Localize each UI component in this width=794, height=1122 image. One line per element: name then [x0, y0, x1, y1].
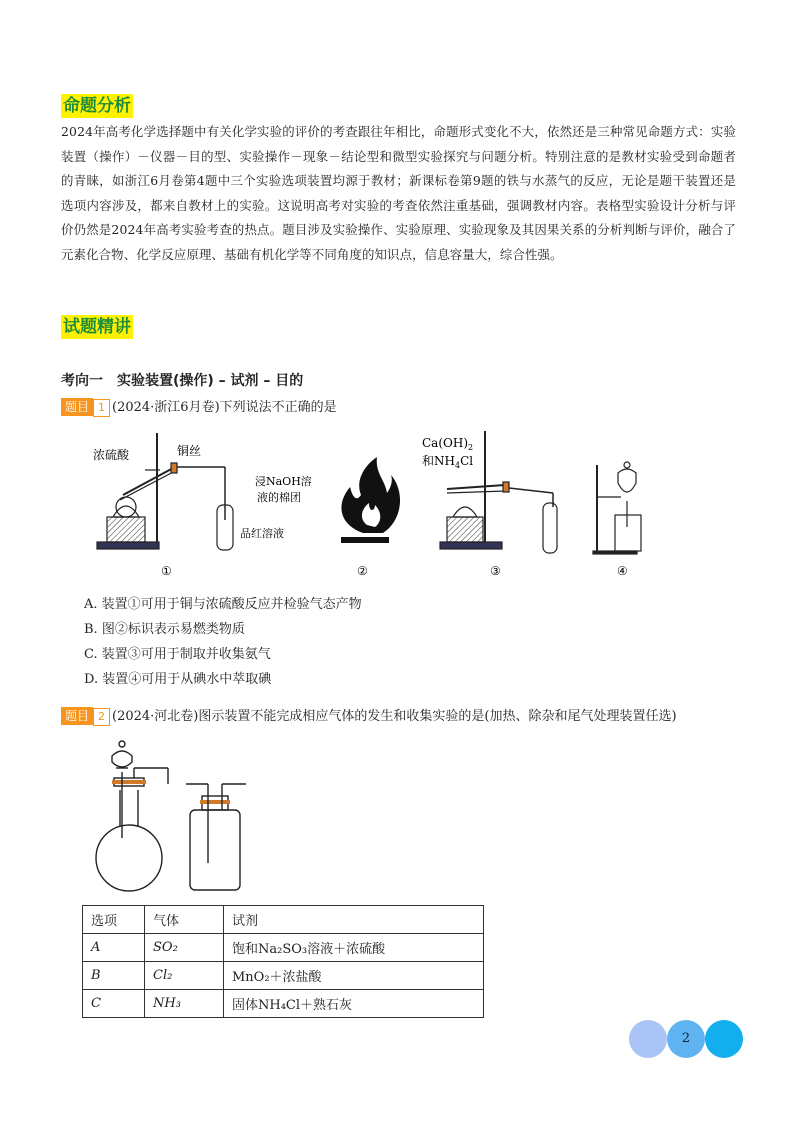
cell-option: B [83, 962, 145, 990]
cell-gas: NH₃ [145, 990, 224, 1018]
question-1-stem [61, 398, 337, 418]
direction-heading: 考向一 实验装置(操作) – 试剂 – 目的 [61, 373, 304, 389]
header-reagent: 试剂 [224, 906, 484, 934]
cell-reagent: 饱和Na₂SO₃溶液＋浓硫酸 [224, 934, 484, 962]
table-header-row [83, 906, 484, 934]
apparatus-4 [593, 462, 641, 554]
q2-options-table [82, 905, 484, 1018]
question-text: (2024·河北卷)图示装置不能完成相应气体的发生和收集实验的是(加热、除杂和尾气处理装置任选) [112, 709, 677, 724]
caption-4: ④ [617, 564, 628, 578]
question-text: (2024·浙江6月卷)下列说法不正确的是 [112, 400, 337, 415]
header-gas: 气体 [145, 906, 224, 934]
label-naoh-2: 液的棉团 [257, 491, 301, 504]
q1-option-b: B. 图②标识表示易燃类物质 [84, 622, 245, 637]
page-dot-right [705, 1020, 743, 1058]
table-row [83, 990, 484, 1018]
flammable-icon [341, 457, 400, 543]
question-tag: 题目 [61, 707, 93, 725]
cell-reagent: 固体NH₄Cl＋熟石灰 [224, 990, 484, 1018]
analysis-paragraph: 2024年高考化学选择题中有关化学实验的评价的考查跟往年相比，命题形式变化不大，依然还是三种常见命题方式：实验装置（操作）－仪器－目的型、实验操作－现象－结论型和微型实验探究与问题分析。特别注意的是教材实验受到命题者的青睐，如浙江6月卷第4题中三个实验选项装置均源于教材；新课标卷第9题的铁与水蒸气的反应，无论是题干装置还是选项内容涉及，都来自教材上的实验。这说明高考对实验的考查依然注重基础，强调教材内容。表格型实验设计分析与评价仍然是2024年高考实验考查的热点。题目涉及实验操作、实验原理、实验现象及其因果关系的分析判断与评价，融合了元素化合物、化学反应原理、基础有机化学等不同角度的知识点，信息容量大，综合性强。 [61, 124, 736, 262]
question-tag: 题目 [61, 398, 93, 416]
section-title-questions: 试题精讲 [63, 317, 131, 337]
table-row [83, 934, 484, 962]
caption-1: ① [161, 564, 172, 578]
cell-option: A [83, 934, 145, 962]
table-row [83, 962, 484, 990]
question-2-stem [61, 707, 677, 727]
label-acid: 浓硫酸 [93, 448, 130, 462]
question-1-figure [85, 425, 665, 585]
label-naoh-1: 浸NaOH溶 [255, 475, 312, 488]
label-nh4cl: 和$NH_4Cl$ [422, 454, 474, 470]
cell-gas: SO₂ [145, 934, 224, 962]
q1-option-a: A. 装置①可用于铜与浓硫酸反应并检验气态产物 [84, 597, 362, 612]
header-option: 选项 [83, 906, 145, 934]
cell-gas: Cl₂ [145, 962, 224, 990]
section-title-analysis: 命题分析 [63, 96, 131, 116]
label-pinhong: 品红溶液 [240, 527, 284, 540]
cell-reagent: MnO₂＋浓盐酸 [224, 962, 484, 990]
question-number: 1 [93, 399, 110, 417]
q1-option-c: C. 装置③可用于制取并收集氨气 [84, 647, 271, 662]
caption-2: ② [357, 564, 368, 578]
question-number: 2 [93, 708, 110, 726]
page-dot-left [629, 1020, 667, 1058]
cell-option: C [83, 990, 145, 1018]
caption-3: ③ [490, 564, 501, 578]
label-copper-wire: 铜丝 [177, 444, 202, 458]
label-caoh2: $Ca(OH)_2$ [422, 436, 474, 452]
page-number: 2 [667, 1020, 705, 1058]
q1-option-d: D. 装置④可用于从碘水中萃取碘 [84, 672, 272, 687]
question-2-figure [90, 738, 270, 893]
